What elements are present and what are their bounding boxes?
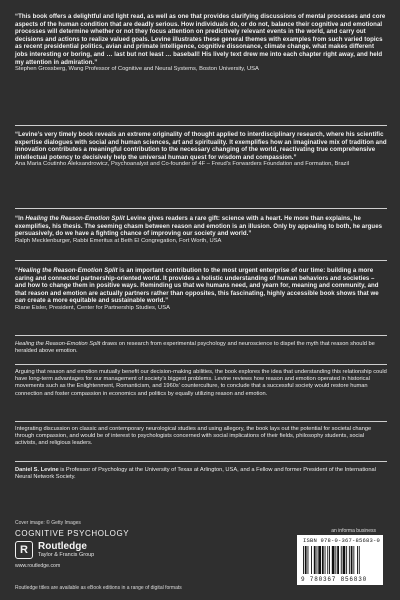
author-bio-text: is Professor of Psychology at the University of Texas at Arlington, USA, and a Fellow and former President of the International Neural Network Society. <box>15 467 376 481</box>
description-text: draws on research from experimental psychology and neuroscience to dispel the myth that reason should be heralded above emotion. <box>15 341 375 355</box>
divider <box>15 461 387 462</box>
divider <box>15 208 387 209</box>
endorsement-4 <box>15 267 387 312</box>
routledge-logo-icon: R <box>15 541 33 559</box>
barcode-bars <box>303 546 377 574</box>
author-bio <box>15 467 387 481</box>
endorsement-3 <box>15 215 387 245</box>
book-title: Healing the Reason-Emotion Split <box>15 341 101 347</box>
subject-label: COGNITIVE PSYCHOLOGY <box>15 528 130 538</box>
ebook-note: Routledge titles are available as eBook editions in a range of digital formats <box>15 585 182 591</box>
divider <box>15 421 387 422</box>
endorsement-attribution: Stephen Grossberg, Wang Professor of Cognitive and Neural Systems, Boston University, USA <box>15 66 259 73</box>
endorsement-2 <box>15 131 387 169</box>
description-p2 <box>15 369 387 398</box>
endorsement-quote: “Levine’s very timely book reveals an extreme originality of thought applied to interdisciplinary research, where his scientific expertise dialogues with social and human sciences, art and spirituality. It exemplifies how an imaginative mix of tradition and innovation contributes a meaningful contribution to the necessary changing of the world, reactivating true comprehensive intellectual potency to decisively help the universal human quest for wisdom and compassion.” <box>15 131 387 161</box>
description-text: Integrating discussion on classic and contemporary neurological studies and using allegory, the book lays out the potential for societal change through compassion, and would be of interest to psychologists concerned with social implications of their fields, philosophy students, social activists, and religious leaders. <box>15 426 372 447</box>
divider <box>15 260 387 261</box>
description-p3 <box>15 426 387 448</box>
publisher-block <box>15 520 195 569</box>
divider <box>15 335 387 336</box>
divider <box>15 364 387 365</box>
publisher-logo <box>15 541 195 559</box>
publisher-url[interactable]: www.routledge.com <box>15 562 61 569</box>
publisher-name: Routledge <box>38 540 87 552</box>
author-name: Daniel S. Levine <box>15 467 59 473</box>
endorsement-quote: “Healing the Reason-Emotion Split is an important contribution to the most urgent enterprise of our time: building a more caring and connected partnership-oriented world. It provides a holistic understanding of human behaviors and societies – and how to change them in positive ways. Reminding us that we humans need, and yearn for, meaning and community, and that reason and emotion are actually partners rather than opposites, this fascinating, highly accessible book shows that we can create a more equitable and sustainable world.” <box>15 267 379 305</box>
cover-credit: Cover image: © Getty Images <box>15 520 81 526</box>
barcode-number: 9 780367 856830 <box>301 576 368 583</box>
endorsement-1 <box>15 13 387 73</box>
endorsement-quote: “This book offers a delightful and light read, as well as one that provides clarifying discussions of mental processes and core aspects of the human condition that are deadly serious. How individuals do, or do not, balance their cognitive and emotional processes will determine whether or not they focus attention on predictively relevant events in the world, and carry out decisions and actions to realize valued goals. Levine illustrates these general themes with examples from such varied topics as recent presidential politics, avian and primate intelligence, cognitive dissonance, climate change, what makes different jobs interesting or boring, and … last but not least … baseball! His lively text drew me into each chapter right away, and held my attention in admiration.” <box>15 13 386 66</box>
informa-label: an informa business <box>331 528 376 534</box>
description-text: Arguing that reason and emotion mutually benefit our decision-making abilities, the book explores the idea that understanding this relationship could have long-term advantages for our management of society’s biggest problems. Levine reviews how reason and emotion operated in historical movements such as the Enlightenment, Romanticism, and 1960s’ counterculture, to conclude that a successful society would restore human connection and foster compassion in economics and politics by equally utilizing reason and emotion. <box>15 369 387 397</box>
isbn-text: ISBN 978-0-367-85683-0 <box>303 537 381 544</box>
barcode <box>297 535 383 585</box>
endorsement-attribution: Ralph Mecklenburger, Rabbi Emeritus at Beth El Congregation, Fort Worth, USA <box>15 237 222 244</box>
endorsement-attribution: Riane Eisler, President, Center for Partnership Studies, USA <box>15 304 170 311</box>
endorsement-quote: “In Healing the Reason-Emotion Split Levine gives readers a rare gift: science with a heart. He more than explains, he exemplifies, his thesis. The seeming chasm between reason and emotion is an illusion. Only by appealing to both, he argues persuasively, do we have a fighting chance of improving our society and world.” <box>15 215 383 238</box>
endorsement-attribution: Ana Maria Coutinho Aleksandrowicz, Psychoanalyst and Co-founder of 4F – Freud’s Forwarders Foundation and Formation, Brazil <box>15 161 350 168</box>
divider <box>15 125 387 126</box>
publisher-sub: Taylor & Francis Group <box>38 551 95 558</box>
description-p1 <box>15 341 387 355</box>
